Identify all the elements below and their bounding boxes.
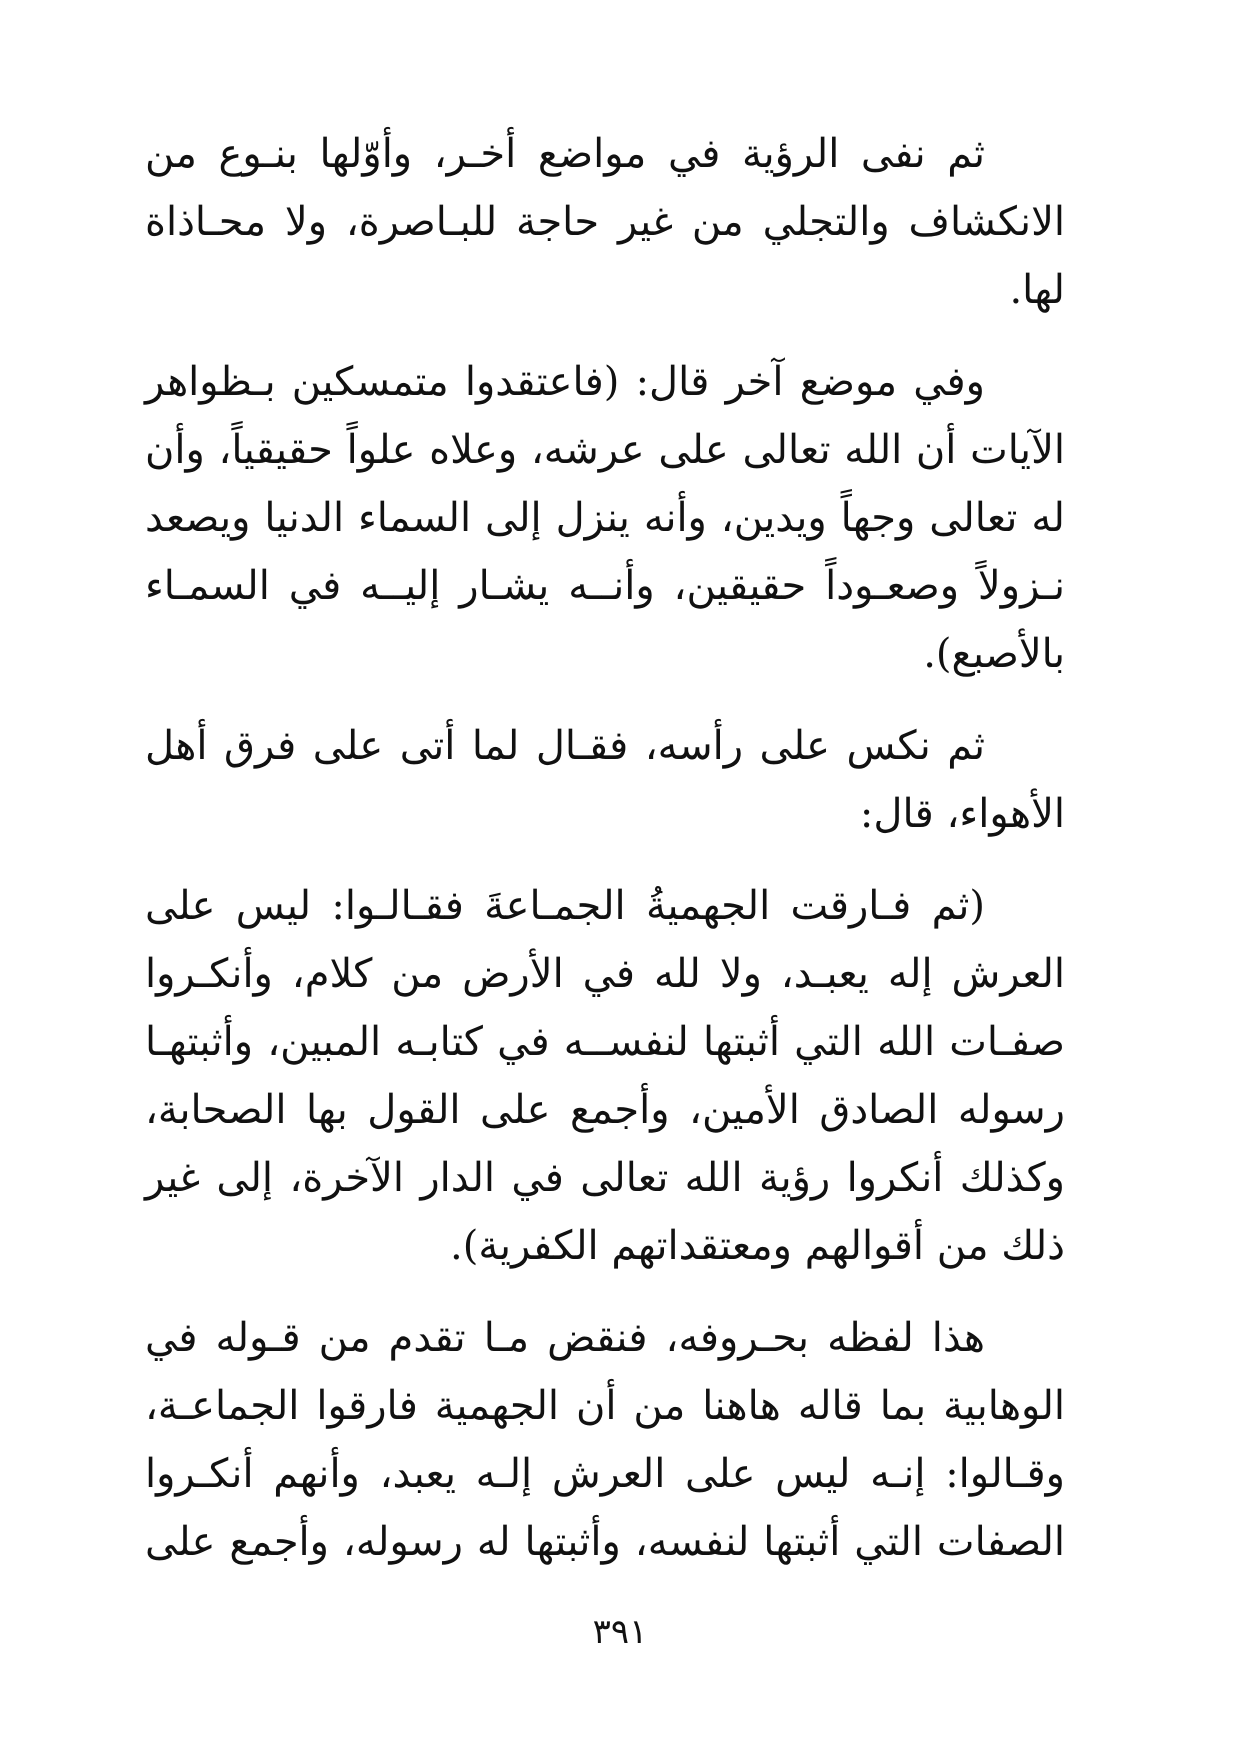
text-line: ثم نكس على رأسه، فقـال لما أتى على فرق أهل (145, 723, 985, 769)
paragraph-1 (145, 120, 1065, 324)
text-line: الوهابية بما قاله هاهنا من أن الجهمية فارقوا الجماعـة، (145, 1383, 1065, 1429)
paragraph-2 (145, 348, 1065, 688)
text-line: لها. (1009, 267, 1065, 313)
text-line: له تعالى وجهاً ويدين، وأنه ينزل إلى السماء الدنيا ويصعد (145, 495, 1065, 541)
text-line: (ثم فـارقت الجهميةُ الجمـاعةَ فقـالـوا: ليس على (145, 883, 985, 929)
text-line: ذلك من أقوالهم ومعتقداتهم الكفرية). (450, 1223, 1065, 1269)
text-line: وفي موضع آخر قال: (فاعتقدوا متمسكين بـظواهر (145, 359, 985, 405)
text-line: الآيات أن الله تعالى على عرشه، وعلاه علواً حقيقياً، وأن (145, 427, 1065, 473)
text-line: وكذلك أنكروا رؤية الله تعالى في الدار الآخرة، إلى غير (145, 1155, 1066, 1201)
text-line: الانكشاف والتجلي من غير حاجة للبـاصرة، ولا محـاذاة (145, 199, 1065, 245)
text-line: بالأصبع). (923, 631, 1065, 677)
text-line: ثم نفى الرؤية في مواضع أخـر، وأوّلها بنـوع من (145, 131, 985, 177)
text-line: العرش إله يعبـد، ولا لله في الأرض من كلام، وأنكـروا (145, 951, 1065, 997)
text-line: الأهواء، قال: (859, 791, 1065, 837)
page-body (145, 120, 1065, 1600)
text-line: رسوله الصادق الأمين، وأجمع على القول بها الصحابة، (145, 1087, 1065, 1133)
paragraph-4 (145, 872, 1065, 1280)
text-line: هذا لفظه بحـروفه، فنقض مـا تقدم من قـوله في (145, 1315, 985, 1361)
page-number: ٣٩١ (592, 1612, 648, 1652)
text-line: وقـالوا: إنـه ليس على العرش إلـه يعبد، وأنهم أنكـروا (145, 1451, 1065, 1497)
text-line: نـزولاً وصعـوداً حقيقين، وأنــه يشـار إليــه في السمـاء (145, 563, 1065, 609)
paragraph-5 (145, 1304, 1065, 1576)
text-line: الصفات التي أثبتها لنفسه، وأثبتها له رسوله، وأجمع على (145, 1519, 1065, 1565)
paragraph-3 (145, 712, 1065, 848)
text-line: صفـات الله التي أثبتها لنفســه في كتابـه المبين، وأثبتهـا (145, 1019, 1065, 1065)
